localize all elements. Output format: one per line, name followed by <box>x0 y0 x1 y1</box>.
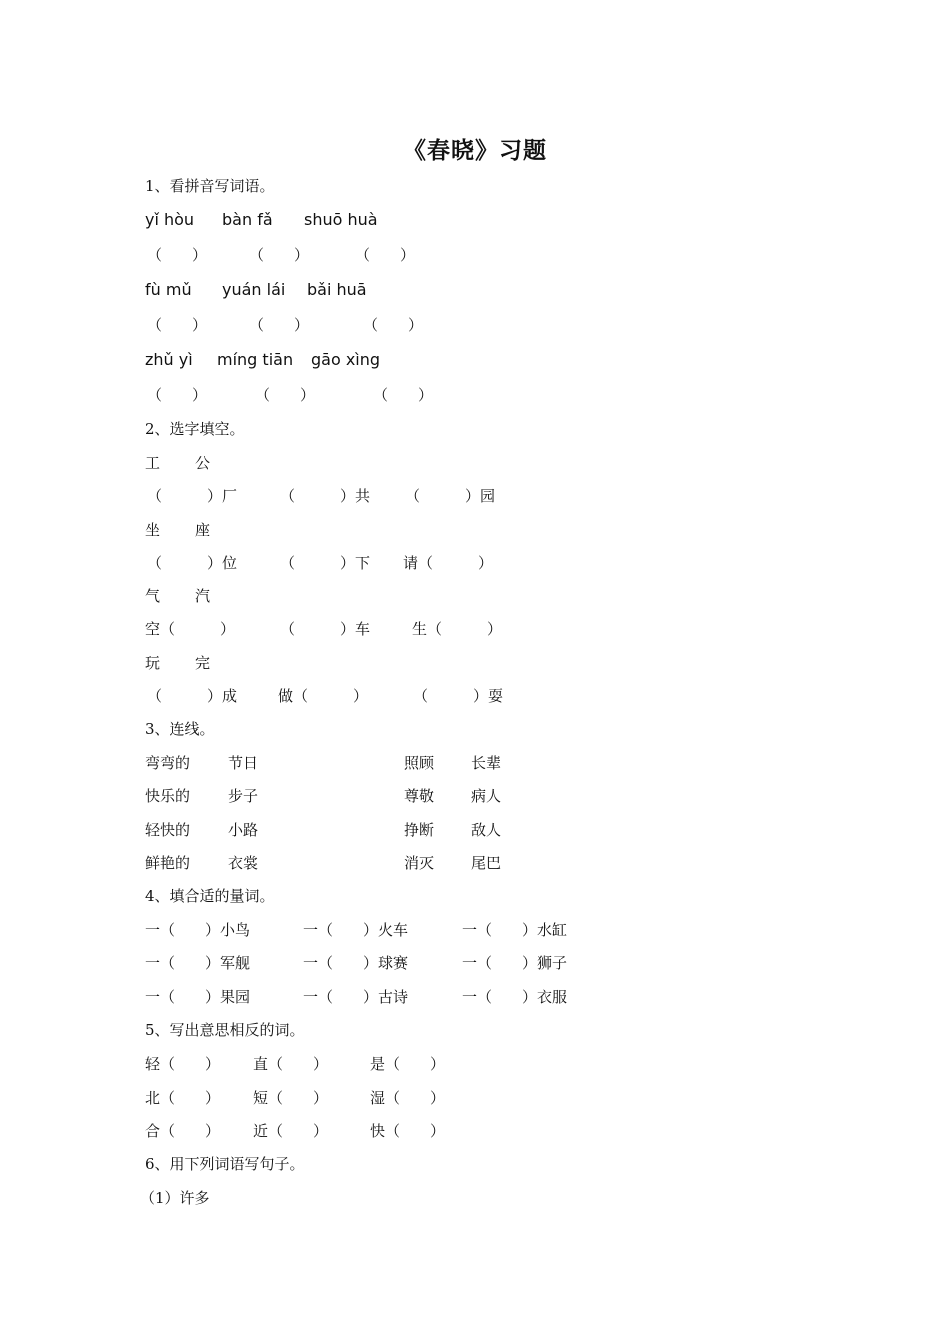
fill-item[interactable]: 一（ ）火车 <box>303 921 409 939</box>
q2-item-row <box>145 618 503 640</box>
pinyin-word: zhǔ yì <box>145 350 193 369</box>
fill-item[interactable]: （ ）园 <box>405 487 496 505</box>
q1-pinyin-row <box>145 279 367 301</box>
q2-heading: 2、选字填空。 <box>145 420 245 438</box>
answer-blank[interactable]: （ ） <box>373 386 434 404</box>
q3-heading: 3、连线。 <box>145 720 215 738</box>
q6-heading: 6、用下列词语写句子。 <box>145 1155 305 1173</box>
fill-item[interactable]: 一（ ）球赛 <box>303 954 409 972</box>
fill-item[interactable]: 北（ ） <box>145 1089 221 1107</box>
answer-blank[interactable]: （ ） <box>355 246 416 264</box>
q1-heading: 1、看拼音写词语。 <box>145 177 275 195</box>
fill-item[interactable]: 做（ ） <box>278 687 369 705</box>
pinyin-word: bǎi huā <box>307 280 367 299</box>
pinyin-word: yǐ hòu <box>145 210 195 229</box>
q1-blank-row <box>145 314 424 336</box>
answer-blank[interactable]: （ ） <box>147 386 208 404</box>
match-word[interactable]: 长辈 <box>471 754 502 772</box>
match-word[interactable]: 尾巴 <box>471 854 502 872</box>
answer-blank[interactable]: （ ） <box>147 316 208 334</box>
q2-char-pair <box>145 452 211 474</box>
match-word[interactable]: 节日 <box>228 754 259 772</box>
fill-item[interactable]: （ ）成 <box>147 687 238 705</box>
match-word[interactable]: 照顾 <box>404 754 435 772</box>
fill-item[interactable]: 轻（ ） <box>145 1055 221 1073</box>
match-word[interactable]: 步子 <box>228 787 259 805</box>
choice-char: 工 <box>145 454 161 472</box>
fill-item[interactable]: 一（ ）果园 <box>145 988 251 1006</box>
match-word[interactable]: 敌人 <box>471 821 502 839</box>
q2-item-row <box>145 685 504 707</box>
match-word[interactable]: 弯弯的 <box>145 754 191 772</box>
q5-item-row <box>145 1087 446 1109</box>
choice-char: 玩 <box>145 654 161 672</box>
q2-char-pair <box>145 519 211 541</box>
q5-item-row <box>145 1053 446 1075</box>
match-word[interactable]: 鲜艳的 <box>145 854 191 872</box>
q3-match-row <box>145 819 502 841</box>
pinyin-word: shuō huà <box>304 210 378 229</box>
fill-item[interactable]: 空（ ） <box>145 620 236 638</box>
choice-char: 座 <box>195 521 211 539</box>
fill-item[interactable]: 短（ ） <box>253 1089 329 1107</box>
fill-item[interactable]: 生（ ） <box>412 620 503 638</box>
choice-char: 完 <box>195 654 211 672</box>
answer-blank[interactable]: （ ） <box>255 386 316 404</box>
q4-heading: 4、填合适的量词。 <box>145 887 275 905</box>
answer-blank[interactable]: （ ） <box>363 316 424 334</box>
fill-item[interactable]: 一（ ）小鸟 <box>145 921 251 939</box>
fill-item[interactable]: 一（ ）衣服 <box>462 988 568 1006</box>
q5-heading: 5、写出意思相反的词。 <box>145 1021 305 1039</box>
fill-item[interactable]: 合（ ） <box>145 1122 221 1140</box>
match-word[interactable]: 快乐的 <box>145 787 191 805</box>
pinyin-word: gāo xìng <box>311 350 381 369</box>
pinyin-word: fù mǔ <box>145 280 192 299</box>
q1-pinyin-row <box>145 349 381 371</box>
fill-item[interactable]: 请（ ） <box>403 554 494 572</box>
fill-item[interactable]: （ ）下 <box>280 554 371 572</box>
page-title: 《春晓》习题 <box>403 137 547 164</box>
choice-char: 公 <box>195 454 211 472</box>
fill-item[interactable]: （ ）车 <box>280 620 371 638</box>
answer-blank[interactable]: （ ） <box>249 316 310 334</box>
fill-item[interactable]: 一（ ）军舰 <box>145 954 251 972</box>
answer-blank[interactable]: （ ） <box>249 246 310 264</box>
choice-char: 汽 <box>195 587 211 605</box>
match-word[interactable]: 尊敬 <box>404 787 435 805</box>
match-word[interactable]: 挣断 <box>404 821 435 839</box>
pinyin-word: yuán lái <box>222 280 286 299</box>
q4-item-row <box>145 986 568 1008</box>
q6-item[interactable]: （1）许多 <box>140 1189 210 1207</box>
fill-item[interactable]: 一（ ）水缸 <box>462 921 568 939</box>
match-word[interactable]: 轻快的 <box>145 821 191 839</box>
fill-item[interactable]: （ ）厂 <box>147 487 238 505</box>
match-word[interactable]: 消灭 <box>404 854 435 872</box>
q3-match-row <box>145 752 502 774</box>
q4-item-row <box>145 952 568 974</box>
choice-char: 气 <box>145 587 161 605</box>
fill-item[interactable]: 近（ ） <box>253 1122 329 1140</box>
q2-char-pair <box>145 652 211 674</box>
fill-item[interactable]: 一（ ）古诗 <box>303 988 409 1006</box>
pinyin-word: míng tiān <box>217 350 294 369</box>
pinyin-word: bàn fǎ <box>222 210 273 229</box>
q1-pinyin-row <box>145 209 378 231</box>
q1-blank-row <box>145 384 434 406</box>
q2-item-row <box>145 552 494 574</box>
q4-item-row <box>145 919 568 941</box>
choice-char: 坐 <box>145 521 161 539</box>
match-word[interactable]: 衣裳 <box>228 854 259 872</box>
answer-blank[interactable]: （ ） <box>147 246 208 264</box>
q2-char-pair <box>145 585 211 607</box>
q5-item-row <box>145 1120 446 1142</box>
fill-item[interactable]: 一（ ）狮子 <box>462 954 568 972</box>
match-word[interactable]: 小路 <box>228 821 259 839</box>
fill-item[interactable]: 直（ ） <box>253 1055 329 1073</box>
fill-item[interactable]: （ ）共 <box>280 487 371 505</box>
q2-item-row <box>145 485 496 507</box>
q3-match-row <box>145 852 502 874</box>
fill-item[interactable]: （ ）位 <box>147 554 238 572</box>
fill-item[interactable]: 是（ ） <box>370 1055 446 1073</box>
q1-blank-row <box>145 244 416 266</box>
q3-match-row <box>145 785 502 807</box>
match-word[interactable]: 病人 <box>471 787 502 805</box>
fill-item[interactable]: 湿（ ） <box>370 1089 446 1107</box>
fill-item[interactable]: 快（ ） <box>370 1122 446 1140</box>
fill-item[interactable]: （ ）耍 <box>413 687 504 705</box>
